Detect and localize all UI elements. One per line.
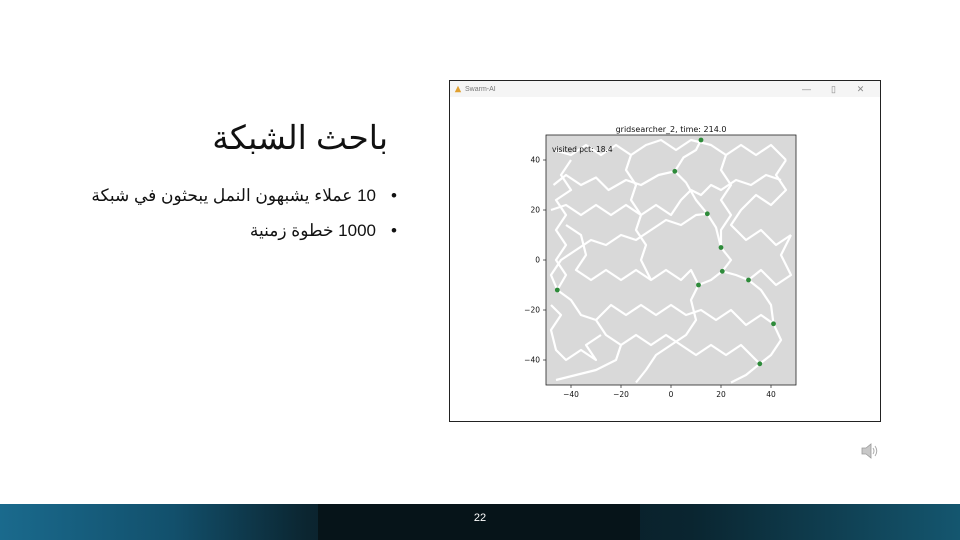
bullet-text: 1000 خطوة زمنية (249, 221, 376, 240)
agent-point (719, 245, 724, 250)
agent-point (699, 138, 704, 143)
window-titlebar[interactable] (450, 81, 880, 97)
agent-point (672, 169, 677, 174)
footer-bar (0, 504, 960, 540)
y-tick-label: −20 (524, 305, 540, 315)
minimize-icon[interactable]: — (802, 84, 811, 94)
x-tick-label: −40 (563, 390, 579, 399)
agent-point (720, 269, 725, 274)
bullet-list (0, 186, 402, 256)
agent-point (696, 283, 701, 288)
speaker-icon[interactable] (859, 440, 881, 462)
y-axis-ticks (524, 156, 546, 365)
window-title: Swarm-AI (465, 85, 496, 93)
app-icon (454, 85, 462, 93)
agent-point (746, 278, 751, 283)
maximize-icon[interactable]: ▯ (831, 83, 836, 94)
x-tick-label: 40 (766, 390, 776, 399)
slide-title: باحث الشبكة (212, 119, 388, 156)
page-number: 22 (473, 512, 487, 524)
bullet-dot-icon: • (391, 186, 397, 205)
close-icon[interactable]: ✕ (856, 83, 865, 94)
y-tick-label: −40 (524, 355, 540, 365)
bullet-item (0, 221, 402, 241)
y-tick-label: 20 (530, 205, 540, 215)
bullet-dot-icon: • (391, 221, 397, 240)
x-tick-label: −20 (613, 390, 629, 399)
agent-point (771, 321, 776, 326)
x-axis-ticks (563, 385, 776, 399)
bullet-text: 10 عملاء يشبهون النمل يبحثون في شبكة (91, 186, 376, 205)
x-tick-label: 20 (716, 390, 726, 399)
agent-point (555, 288, 560, 293)
bullet-item (0, 186, 402, 206)
y-tick-label: 0 (535, 255, 540, 265)
agent-point (705, 211, 710, 216)
x-tick-label: 0 (668, 390, 674, 399)
chart-title: gridsearcher_2, time: 214.0 (615, 125, 727, 134)
app-window (449, 80, 881, 422)
visited-annotation: visited pct: 18.4 (552, 145, 613, 154)
window-controls (793, 81, 874, 97)
grid-plot (450, 97, 880, 421)
y-tick-label: 40 (530, 155, 540, 165)
agent-point (757, 361, 762, 366)
